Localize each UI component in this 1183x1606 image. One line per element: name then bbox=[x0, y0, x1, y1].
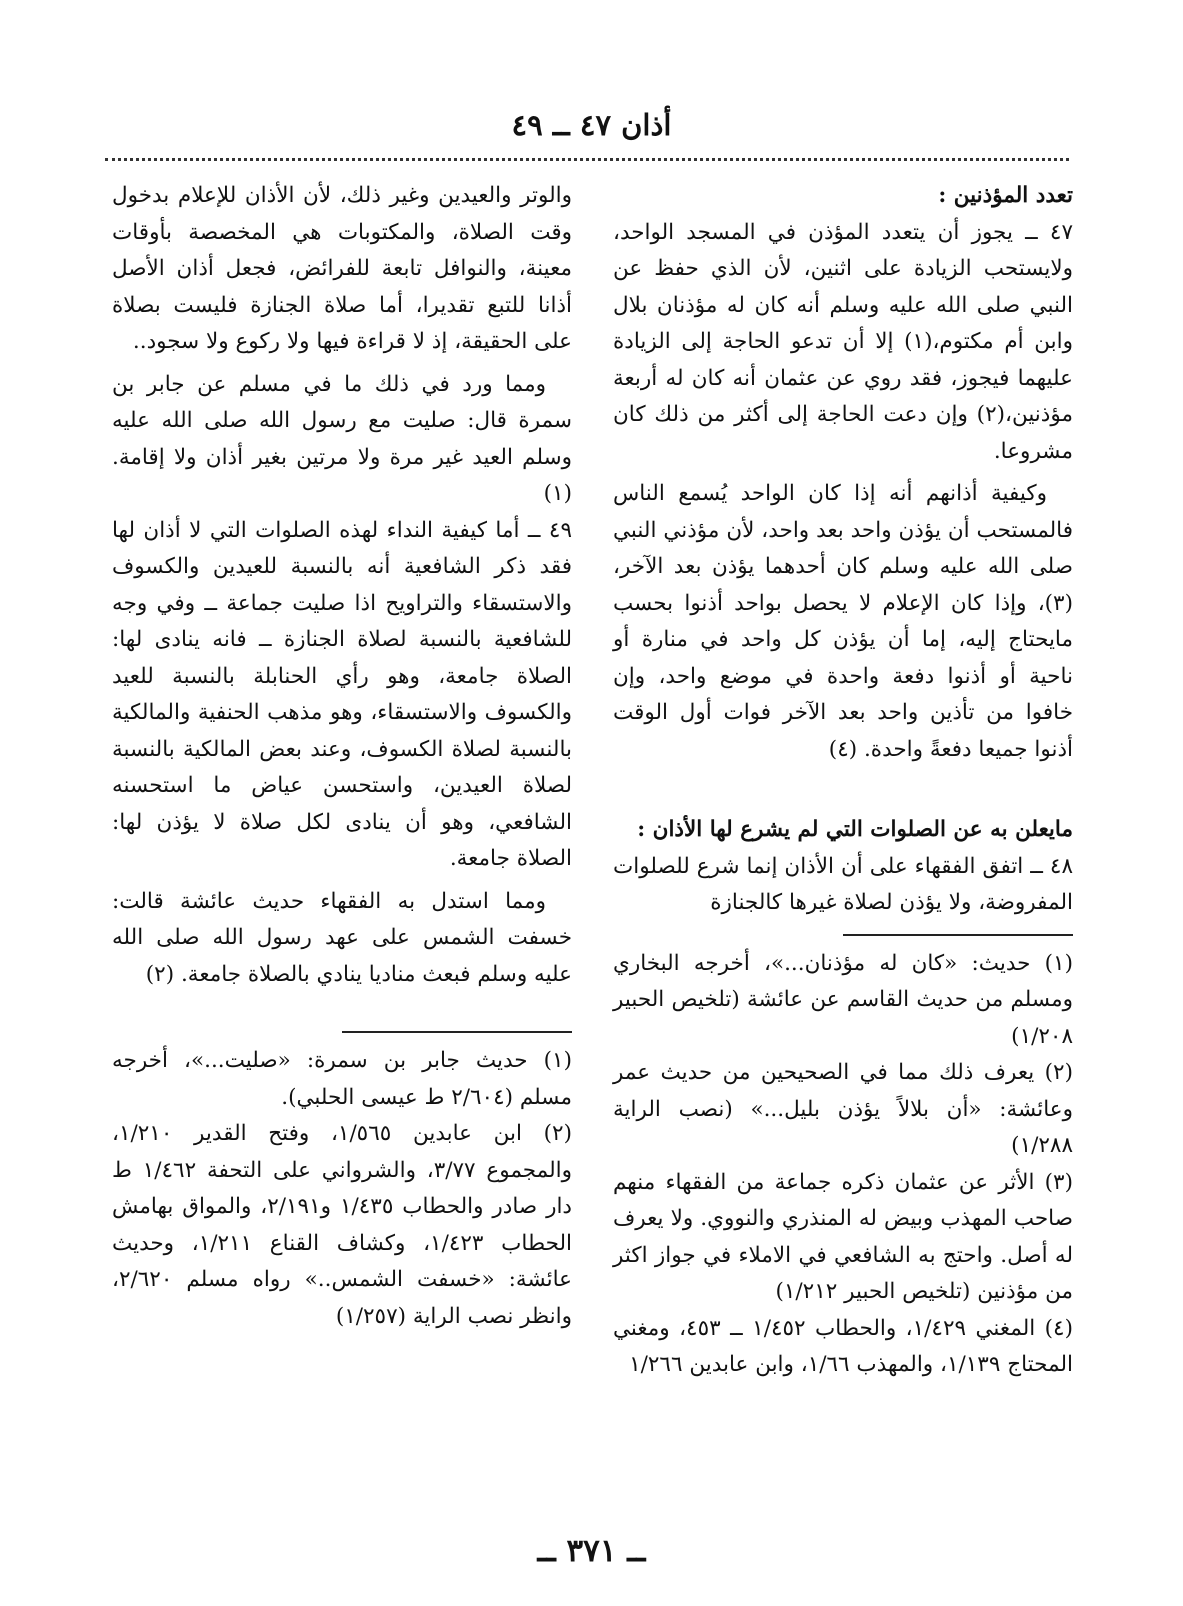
footnote-rule bbox=[342, 1031, 572, 1033]
paragraph-aisha-hadith: ومما استدل به الفقهاء حديث عائشة قالت: خسفت الشمس على عهد رسول الله صلى الله عليه وسلم فبعث مناديا ينادي بالصلاة جامعة. (٢) bbox=[112, 888, 572, 987]
footnote-3: (٣) الأثر عن عثمان ذكره جماعة من الفقهاء منهم صاحب المهذب وبيض له المنذري والنووي. ولا يعرف له أصل. واحتج به الشافعي في الاملاء في جواز اكثر من مؤذنين (تلخيص الحبير ١/٢١٢) bbox=[613, 1169, 1073, 1304]
footnotes-right bbox=[613, 946, 1073, 1384]
section-heading-multiple-muezzins: تعدد المؤذنين : bbox=[938, 183, 1073, 208]
footnote-2: (٢) ابن عابدين ١/٥٦٥، وفتح القدير ١/٢١٠، والمجموع ٣/٧٧، والشرواني على التحفة ١/٤٦٢ ط دار صادر والحطاب ١/٤٣٥ و٢/١٩١، والمواق بهامش الحطاب ١/٤٢٣، وكشاف القناع ١/٢١١، وحديث عائشة: «خسفت الشمس..» رواه مسلم ٢/٦٢٠، وانظر نصب الراية (١/٢٥٧) bbox=[112, 1121, 573, 1329]
left-column bbox=[112, 178, 572, 1335]
right-column bbox=[613, 178, 1073, 1384]
page-number: ــ ٣٧١ ــ bbox=[537, 1533, 646, 1569]
header-dotted-rule bbox=[105, 158, 1069, 161]
running-title: أذان ٤٧ ــ ٤٩ bbox=[511, 108, 672, 142]
paragraph-48: ٤٨ ــ اتفق الفقهاء على أن الأذان إنما شرع للصلوات المفروضة، ولا يؤذن لصلاة غيرها كالجنازة bbox=[613, 853, 1073, 915]
paragraph-47: ٤٧ ــ يجوز أن يتعدد المؤذن في المسجد الواحد، ولايستحب الزيادة على اثنين، لأن الذي حفظ عن النبي صلى الله عليه وسلم أنه كان له مؤذنان بلال وابن أم مكتوم،(١) إلا أن تدعو الحاجة إلى الزيادة عليهما فيجوز، فقد روي عن عثمان أنه كان له أربعة مؤذنين،(٢) وإن دعت الحاجة إلى أكثر من ذلك كان مشروعا. bbox=[613, 219, 1073, 464]
paragraph-muslim-hadith: ومما ورد في ذلك ما في مسلم عن جابر بن سمرة قال: صليت مع رسول الله صلى الله عليه وسلم العيد غير مرة ولا مرتين بغير أذان ولا إقامة. (١) bbox=[112, 371, 572, 506]
paragraph-48-continued: والوتر والعيدين وغير ذلك، لأن الأذان للإعلام بدخول وقت الصلاة، والمكتوبات هي المخصصة بأوقات معينة، والنوافل تابعة للفرائض، فجعل أذان الأصل أذانا للتبع تقديرا، أما صلاة الجنازة فليست بصلاة على الحقيقة، إذ لا قراءة فيها ولا ركوع ولا سجود.. bbox=[112, 183, 572, 354]
footnote-1: (١) حديث: «كان له مؤذنان...»، أخرجه البخاري ومسلم من حديث القاسم عن عائشة (تلخيص الحبير ١/٢٠٨) bbox=[613, 950, 1073, 1049]
footnote-1: (١) حديث جابر بن سمرة: «صليت...»، أخرجه مسلم (٢/٦٠٤ ط عيسى الحلبي). bbox=[112, 1048, 572, 1110]
paragraph-manner-of-adhan: وكيفية أذانهم أنه إذا كان الواحد يُسمع الناس فالمستحب أن يؤذن واحد بعد واحد، لأن مؤذني النبي صلى الله عليه وسلم كان أحدهما يؤذن بعد الآخر،(٣)، وإذا كان الإعلام لا يحصل بواحد أذنوا بحسب مايحتاج إليه، إما أن يؤذن كل واحد في منارة أو ناحية أو أذنوا دفعة واحدة في موضع واحد، وإن خافوا من تأذين واحد بعد الآخر فوات أول الوقت أذنوا جميعا دفعةً واحدة. (٤) bbox=[613, 481, 1073, 762]
section-heading-prayers-without-adhan: مايعلن به عن الصلوات التي لم يشرع لها الأذان : bbox=[637, 817, 1073, 842]
footnote-4: (٤) المغني ١/٤٢٩، والحطاب ١/٤٥٢ ــ ٤٥٣، ومغني المحتاج ١/١٣٩، والمهذب ١/٦٦، وابن عابدين ١/٢٦٦ bbox=[613, 1315, 1073, 1377]
footnote-2: (٢) يعرف ذلك مما في الصحيحين من حديث عمر وعائشة: «أن بلالاً يؤذن بليل...» (نصب الراية ١/٢٨٨) bbox=[613, 1060, 1073, 1158]
paragraph-49: ٤٩ ــ أما كيفية النداء لهذه الصلوات التي لا أذان لها فقد ذكر الشافعية أنه بالنسبة للعيدين والكسوف والاستسقاء والتراويح اذا صليت جماعة ــ وفي وجه للشافعية بالنسبة لصلاة الجنازة ــ فانه ينادى لها: الصلاة جامعة، وهو رأي الحنابلة بالنسبة للعيد والكسوف والاستسقاء، وهو مذهب الحنفية والمالكية بالنسبة لصلاة الكسوف، وعند بعض المالكية بالنسبة لصلاة العيدين، واستحسن عياض ما استحسنه الشافعي، وهو أن ينادى لكل صلاة لا يؤذن لها: الصلاة جامعة. bbox=[112, 517, 572, 871]
footnote-rule bbox=[843, 934, 1073, 936]
footnotes-left bbox=[112, 1043, 572, 1335]
